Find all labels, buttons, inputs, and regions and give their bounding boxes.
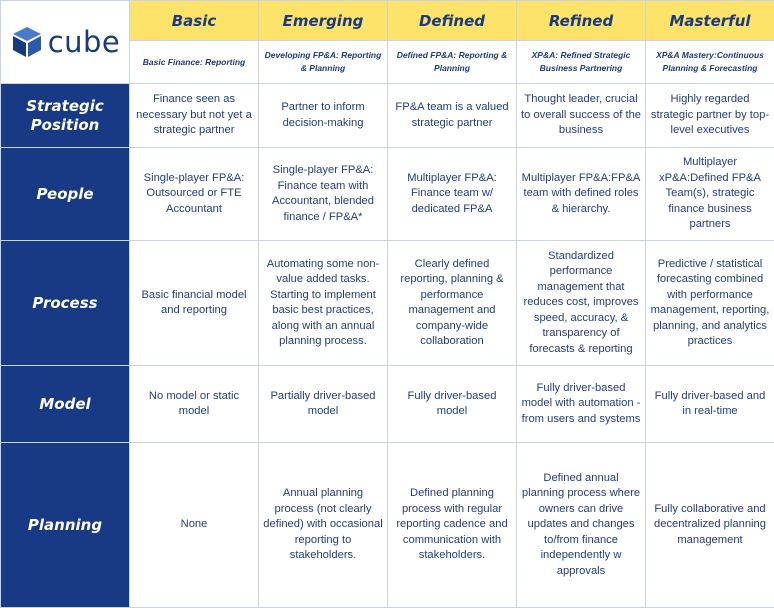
table-cell: Predictive / statistical forecasting combined with performance management, reporting, planning, and analytics practices [646,241,774,366]
row-header: Model [1,366,130,443]
table-cell: Fully driver-based and in real-time [646,366,774,443]
table-cell: FP&A team is a valued strategic partner [388,84,517,148]
level-header-row [1,1,774,41]
level-defined: Defined [388,1,517,41]
subtitle-defined: Defined FP&A: Reporting & Planning [388,41,517,84]
table-cell: Partner to inform decision-making [259,84,388,148]
table-cell: Single-player FP&A: Finance team with Accountant, blended finance / FP&A* [259,148,388,241]
row-header: People [1,148,130,241]
table-row [1,84,774,148]
row-header: Planning [1,443,130,608]
table-cell: Fully driver-based model [388,366,517,443]
table-cell: Thought leader, crucial to overall success of the business [517,84,646,148]
table-row [1,366,774,443]
table-cell: Finance seen as necessary but not yet a strategic partner [130,84,259,148]
table-cell: Highly regarded strategic partner by top-level executives [646,84,774,148]
table-cell: Multiplayer FP&A:FP&A team with defined roles & hierarchy. [517,148,646,241]
table-row [1,148,774,241]
table-cell: Defined planning process with regular reporting cadence and communication with stakeholders. [388,443,517,608]
table-cell: Multiplayer xP&A:Defined FP&A Team(s), strategic finance business partners [646,148,774,241]
table-row [1,443,774,608]
table-cell: Fully driver-based model with automation - from users and systems [517,366,646,443]
table-cell: Basic financial model and reporting [130,241,259,366]
table-row [1,241,774,366]
subtitle-refined: XP&A: Refined Strategic Business Partnering [517,41,646,84]
brand-name: cube [48,25,121,59]
table-cell: Automating some non-value added tasks. Starting to implement basic best practices, along with an annual planning process. [259,241,388,366]
subtitle-basic: Basic Finance: Reporting [130,41,259,84]
brand-logo [1,1,130,84]
row-header: Strategic Position [1,84,130,148]
table-cell: No model or static model [130,366,259,443]
row-header: Process [1,241,130,366]
level-refined: Refined [517,1,646,41]
table-cell: Fully collaborative and decentralized planning management [646,443,774,608]
subtitle-emerging: Developing FP&A: Reporting & Planning [259,41,388,84]
table-cell: Multiplayer FP&A: Finance team w/ dedicated FP&A [388,148,517,241]
level-masterful: Masterful [646,1,774,41]
subtitle-masterful: XP&A Mastery:Continuous Planning & Forecasting [646,41,774,84]
table-cell: Annual planning process (not clearly defined) with occasional reporting to stakeholders. [259,443,388,608]
table-cell: Single-player FP&A: Outsourced or FTE Accountant [130,148,259,241]
level-basic: Basic [130,1,259,41]
level-emerging: Emerging [259,1,388,41]
table-cell: Clearly defined reporting, planning & performance management and company-wide collaboration [388,241,517,366]
table-cell: Partially driver-based model [259,366,388,443]
cube-logo-icon [10,25,44,59]
table-cell: Standardized performance management that reduces cost, improves speed, accuracy, & transparency of forecasts & reporting [517,241,646,366]
table-cell: None [130,443,259,608]
table-cell: Defined annual planning process where owners can drive updates and changes to/from finance independently w approvals [517,443,646,608]
